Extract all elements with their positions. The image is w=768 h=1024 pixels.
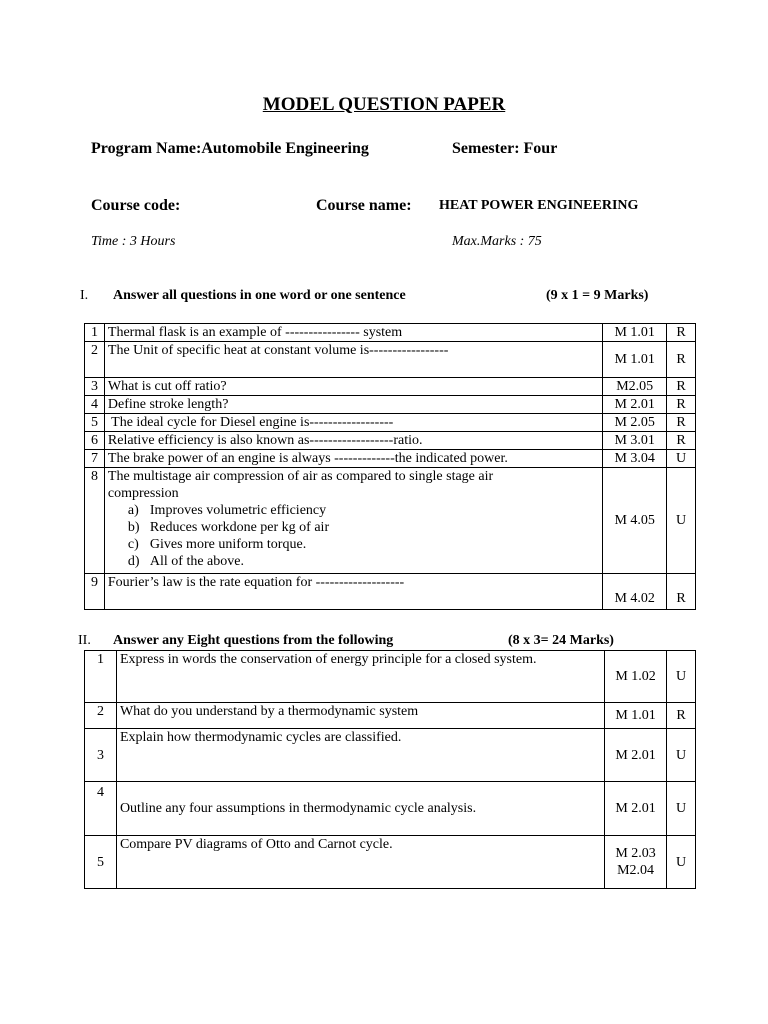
section2-marks: (8 x 3= 24 Marks) [508, 633, 614, 648]
module-code: M 2.01 [605, 782, 667, 836]
option-text: Gives more uniform torque. [149, 537, 307, 552]
question-text: The multistage air compression of air as compared to single stage air compression [107, 469, 494, 501]
module-code: M 1.01 [603, 324, 667, 342]
question-text: Explain how thermodynamic cycles are classified. [116, 729, 604, 782]
table-row [85, 450, 696, 468]
question-text: Fourier’s law is the rate equation for ------------------- [104, 574, 602, 610]
module-code-secondary: M2.04 [617, 863, 655, 878]
option-label: b) [127, 520, 140, 535]
course-name-label: Course name: [316, 197, 412, 214]
module-code-cell [605, 836, 667, 889]
page-title: MODEL QUESTION PAPER [262, 94, 506, 115]
level: R [667, 396, 696, 414]
table-row [85, 651, 696, 703]
table-row [85, 396, 696, 414]
question-number: 5 [85, 836, 117, 889]
option-item [108, 536, 599, 553]
section2-instruction: Answer any Eight questions from the following [113, 633, 394, 648]
module-code: M 4.05 [603, 468, 667, 574]
level: U [667, 651, 696, 703]
table-row [85, 432, 696, 450]
module-code: M 3.04 [603, 450, 667, 468]
level: U [667, 836, 696, 889]
option-item [108, 519, 599, 536]
question-text: The Unit of specific heat at constant volume is----------------- [104, 342, 602, 378]
question-number: 3 [85, 378, 105, 396]
level: R [667, 342, 696, 378]
question-number: 8 [85, 468, 105, 574]
module-code: M2.05 [603, 378, 667, 396]
section2-roman: II. [78, 633, 91, 648]
module-code: M 1.02 [605, 651, 667, 703]
time-duration: Time : 3 Hours [91, 234, 176, 249]
option-label: d) [127, 554, 140, 569]
module-code: M 3.01 [603, 432, 667, 450]
option-list [108, 502, 599, 570]
level: R [667, 414, 696, 432]
option-item [108, 553, 599, 570]
question-number: 2 [85, 703, 117, 729]
question-cell [104, 468, 602, 574]
option-label: a) [127, 503, 139, 518]
question-text: Define stroke length? [104, 396, 602, 414]
course-name: HEAT POWER ENGINEERING [439, 198, 639, 213]
question-number: 1 [85, 651, 117, 703]
section2-table [84, 650, 696, 889]
max-marks: Max.Marks : 75 [452, 234, 542, 249]
module-code: M 2.01 [605, 729, 667, 782]
module-code: M 2.03 [615, 846, 656, 861]
table-row [85, 468, 696, 574]
level: R [667, 432, 696, 450]
option-text: Reduces workdone per kg of air [149, 520, 330, 535]
section1-table [84, 323, 696, 610]
level: R [667, 324, 696, 342]
question-number: 5 [85, 414, 105, 432]
table-row [85, 574, 696, 610]
module-code: M 2.05 [603, 414, 667, 432]
section1-roman: I. [80, 288, 89, 303]
module-code: M 1.01 [603, 342, 667, 378]
question-number: 6 [85, 432, 105, 450]
semester: Semester: Four [452, 140, 558, 157]
course-code-label: Course code: [91, 197, 181, 214]
section1-marks: (9 x 1 = 9 Marks) [546, 288, 649, 303]
option-label: c) [127, 537, 139, 552]
level: U [667, 468, 696, 574]
table-row [85, 414, 696, 432]
level: R [667, 378, 696, 396]
table-row [85, 729, 696, 782]
question-text: The ideal cycle for Diesel engine is------------------ [104, 414, 602, 432]
table-row [85, 782, 696, 836]
question-number: 2 [85, 342, 105, 378]
question-number: 9 [85, 574, 105, 610]
question-text: Relative efficiency is also known as------------------ratio. [104, 432, 602, 450]
level: U [667, 450, 696, 468]
option-item [108, 502, 599, 519]
level: U [667, 782, 696, 836]
question-number: 3 [85, 729, 117, 782]
module-code: M 2.01 [603, 396, 667, 414]
module-code: M 1.01 [605, 703, 667, 729]
table-row [85, 703, 696, 729]
question-text: Outline any four assumptions in thermodynamic cycle analysis. [116, 782, 604, 836]
question-text: The brake power of an engine is always -------------the indicated power. [104, 450, 602, 468]
table-row [85, 324, 696, 342]
option-text: All of the above. [149, 554, 244, 569]
question-text: What do you understand by a thermodynamic system [116, 703, 604, 729]
level: U [667, 729, 696, 782]
section1-instruction: Answer all questions in one word or one sentence [113, 288, 406, 303]
question-text: What is cut off ratio? [104, 378, 602, 396]
question-number: 1 [85, 324, 105, 342]
question-number: 7 [85, 450, 105, 468]
module-code: M 4.02 [603, 574, 667, 610]
question-number: 4 [85, 782, 117, 836]
question-text: Compare PV diagrams of Otto and Carnot cycle. [116, 836, 604, 889]
table-row [85, 342, 696, 378]
level: R [667, 703, 696, 729]
program-name: Program Name:Automobile Engineering [91, 140, 369, 157]
question-text: Thermal flask is an example of ---------------- system [104, 324, 602, 342]
level: R [667, 574, 696, 610]
question-number: 4 [85, 396, 105, 414]
option-text: Improves volumetric efficiency [149, 503, 327, 518]
table-row [85, 378, 696, 396]
question-text: Express in words the conservation of energy principle for a closed system. [116, 651, 604, 703]
table-row [85, 836, 696, 889]
